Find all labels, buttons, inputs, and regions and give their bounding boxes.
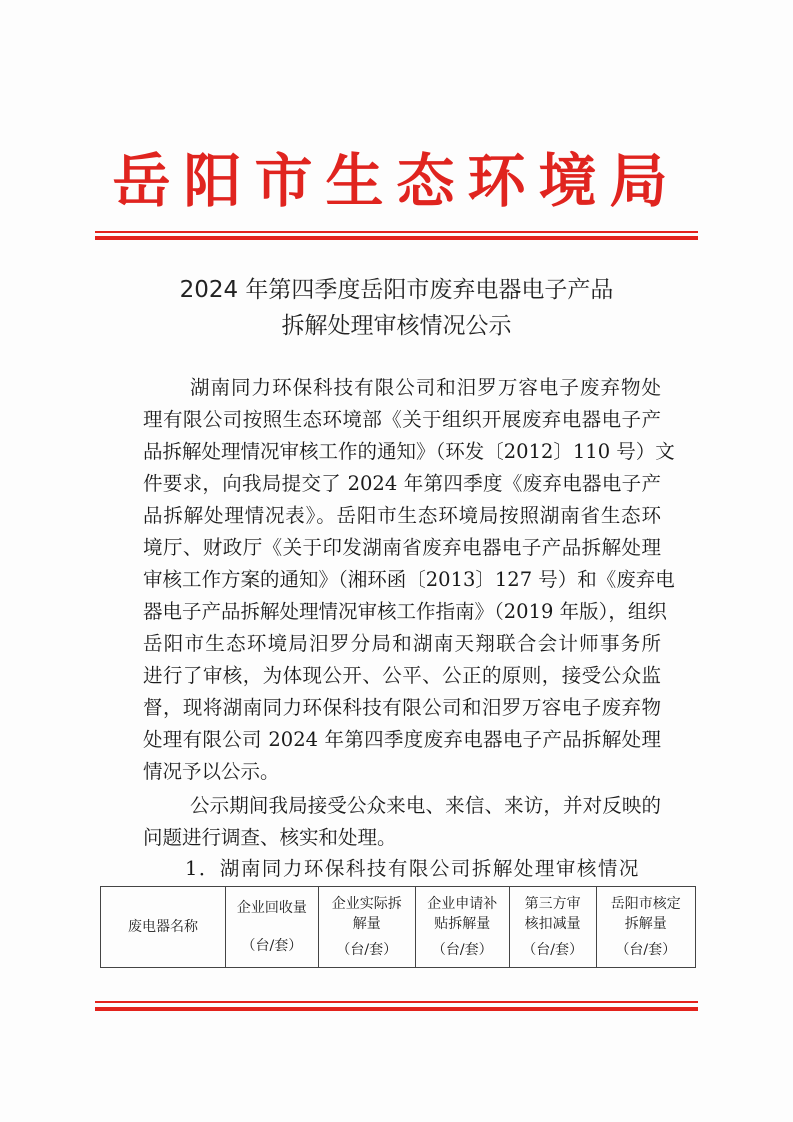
section-heading: 1．湖南同力环保科技有限公司拆解处理审核情况 [185, 857, 640, 880]
audit-table [100, 886, 696, 968]
body-line: 督，现将湖南同力环保科技有限公司和汨罗万容电子废弃物 [143, 696, 661, 719]
body-line: 件要求，向我局提交了 2024 年第四季度《废弃电器电子产 [143, 472, 661, 495]
header-label: 岳阳市核定拆解量 [610, 896, 681, 932]
body-line: 品拆解处理情况审核工作的通知》（环发〔2012〕110 号）文 [143, 440, 675, 463]
body-line: 处理有限公司 2024 年第四季度废弃电器电子产品拆解处理 [143, 728, 661, 751]
header-label: 废电器名称 [127, 919, 198, 935]
header-label: 企业实际拆解量 [331, 896, 402, 932]
document-title-line2: 拆解处理审核情况公示 [281, 313, 512, 339]
footer-rule-thick [95, 1007, 698, 1011]
agency-letterhead: 岳阳市生态环境局 [112, 147, 681, 215]
table-header-cell [509, 887, 596, 968]
letterhead-rule-thick [95, 236, 698, 240]
body-line: 审核工作方案的通知》（湘环函〔2013〕127 号）和《废弃电 [143, 568, 675, 591]
body-paragraph-2 [143, 790, 661, 854]
body-line: 理有限公司按照生态环境部《关于组织开展废弃电器电子产 [143, 408, 661, 431]
table-header-cell [415, 887, 509, 968]
body-line: 进行了审核，为体现公开、公平、公正的原则，接受公众监 [143, 664, 661, 687]
footer-rule-thin [95, 1001, 698, 1003]
body-line: 岳阳市生态环境局汨罗分局和湖南天翔联合会计师事务所 [143, 632, 661, 655]
header-unit: （台/套） [522, 942, 584, 958]
body-line: 情况予以公示。 [143, 760, 280, 783]
header-unit: （台/套） [336, 942, 398, 958]
body-line: 境厅、财政厅《关于印发湖南省废弃电器电子产品拆解处理 [143, 536, 661, 559]
body-line: 品拆解处理情况表》。岳阳市生态环境局按照湖南省生态环 [143, 504, 661, 527]
letterhead-rule-thin [95, 231, 698, 233]
body-line: 器电子产品拆解处理情况审核工作指南》（2019 年版），组织 [143, 600, 667, 623]
header-unit: （台/套） [431, 942, 493, 958]
header-unit: （台/套） [615, 942, 677, 958]
body-line: 公示期间我局接受公众来电、来信、来访，并对反映的 [190, 794, 661, 817]
table-header-cell [596, 887, 695, 968]
header-unit: （台/套） [241, 938, 303, 954]
header-label: 第三方审核扣减量 [524, 896, 581, 932]
table-header-row [101, 887, 696, 968]
body-paragraph-1 [143, 372, 675, 788]
header-label: 企业申请补贴拆解量 [427, 896, 498, 932]
document-title-line1: 2024 年第四季度岳阳市废弃电器电子产品 [179, 277, 614, 303]
body-line: 湖南同力环保科技有限公司和汨罗万容电子废弃物处 [190, 376, 661, 399]
header-label: 企业回收量 [236, 900, 307, 916]
table-header-cell [318, 887, 415, 968]
body-line: 问题进行调查、核实和处理。 [143, 826, 397, 849]
table-header-cell [225, 887, 318, 968]
table-header-cell [101, 887, 226, 968]
